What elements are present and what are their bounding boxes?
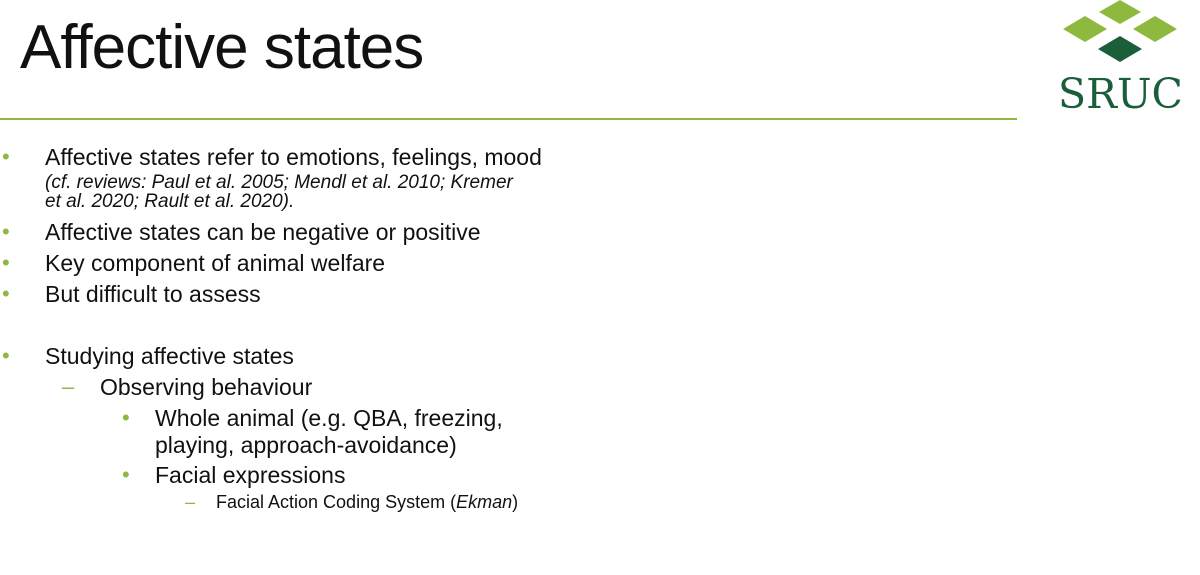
logo-text: SRUC [1058, 70, 1183, 118]
bullet-text: But difficult to assess [45, 281, 261, 307]
level4-text-suffix: ) [512, 492, 519, 512]
level4-text-prefix: Facial Action Coding System ( [216, 492, 457, 512]
level4-text-italic: Ekman [456, 492, 513, 512]
bullet-marker: • [122, 405, 130, 430]
bullet-text: Affective states refer to emotions, feelings, mood [45, 144, 542, 170]
dash-marker: – [185, 492, 196, 512]
sub-bullet-text: Observing behaviour [100, 374, 313, 400]
bullet-marker: • [2, 219, 10, 244]
level4-text [216, 490, 518, 514]
citation-text: et al. 2020; Rault et al. 2020). [45, 191, 295, 212]
title-divider [0, 118, 1017, 120]
bullet-marker: • [2, 281, 10, 306]
citation-text: (cf. reviews: Paul et al. 2005; Mendl et al. 2010; Kremer [45, 172, 513, 193]
bullet-marker: • [2, 250, 10, 275]
bullet-marker: • [122, 462, 130, 487]
bullet-text: Studying affective states [45, 343, 294, 369]
bullet-marker: • [2, 144, 10, 169]
sub-sub-bullet-text: Whole animal (e.g. QBA, freezing, [155, 405, 503, 431]
sub-sub-bullet-text: playing, approach-avoidance) [155, 432, 457, 458]
dash-marker: – [62, 374, 75, 399]
bullet-marker: • [2, 343, 10, 368]
bullet-text: Affective states can be negative or positive [45, 219, 481, 245]
sub-sub-bullet-text: Facial expressions [155, 462, 346, 488]
slide-title: Affective states [20, 13, 424, 82]
bullet-text: Key component of animal welfare [45, 250, 386, 276]
